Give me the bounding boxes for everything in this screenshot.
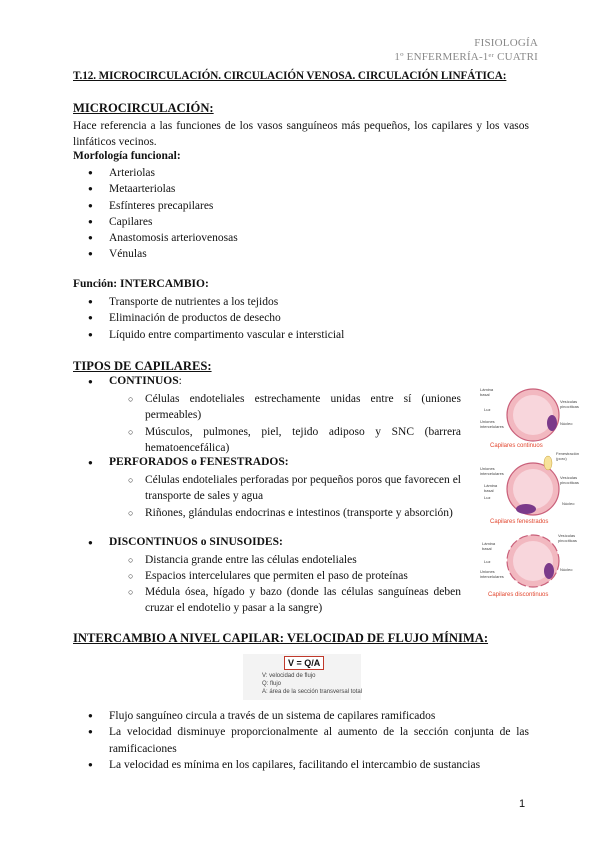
fenestrated-nucleus (516, 504, 536, 514)
fig3-label-right-0: Vesículas (558, 533, 576, 538)
list-item: ● Líquido entre compartimento vascular e intersticial (73, 327, 344, 343)
list-item: ● Vénulas (73, 246, 238, 262)
fig2-label-right-0: Fenestración (556, 451, 580, 456)
fig2-label-left-2: Lámina (484, 483, 498, 488)
capilar-continuos (88, 375, 182, 387)
intercambio-heading: INTERCAMBIO A NIVEL CAPILAR: VELOCIDAD DE FLUJO MÍNIMA: (73, 631, 489, 645)
fig2-label-left-3: basal (484, 488, 494, 493)
discontinuos-sub-3: ○ Médula ósea, hígado y bazo (donde las células sanguíneas deben cruzar el endotelio y pasar a la sangre) (128, 586, 461, 614)
fenestrated-lumen (513, 469, 553, 509)
bullet: ● (88, 377, 93, 386)
document-title: T.12. MICROCIRCULACIÓN. CIRCULACIÓN VENOSA. CIRCULACIÓN LINFÁTICA: (73, 70, 507, 82)
sub-text: Riñones, glándulas endocrinas e intestinos (transporte y absorción) (145, 507, 453, 519)
list-item: ● Transporte de nutrientes a los tejidos (73, 294, 344, 310)
discontinuos-label: DISCONTINUOS o SINUSOIDES: (109, 536, 283, 548)
discontinuos-sub-1: ○ Distancia grande entre las células endoteliales (128, 552, 461, 568)
capillary-illustrations (476, 385, 580, 605)
continuos-sub-2: ○ Músculos, pulmones, piel, tejido adiposo y SNC (barrera hematoencefálica) (128, 426, 461, 454)
list-item: ● Anastomosis arteriovenosas (73, 230, 238, 246)
fenestration-pore (544, 456, 552, 470)
list-item: ● Esfínteres precapilares (73, 198, 238, 214)
fig1-label-left-4: intercelulares (480, 424, 504, 429)
fig3-label-left-3: Uniones (480, 569, 495, 574)
fig1-label-left-2: Luz (484, 407, 491, 412)
fig2-label-right-4: Núcleo (562, 501, 575, 506)
fig2-label-left-0: Uniones (480, 466, 495, 471)
micro-heading: MICROCIRCULACIÓN: (73, 101, 214, 115)
fig2-label-right-2: Vesículas (560, 475, 578, 480)
fenestrated-capillary-figure (480, 451, 579, 525)
fig1-label-left-0: Lámina (480, 387, 494, 392)
fig1-caption: Capilares continuos (490, 443, 543, 449)
formula-legend-v: V: velocidad de flujo (262, 673, 316, 679)
continuous-capillary-figure (480, 387, 579, 449)
bullet: ● (88, 458, 93, 467)
capillary-illustrations-svg (476, 385, 580, 605)
fig3-label-left-4: intercelulares (480, 574, 504, 579)
fig1-label-left-3: Uniones (480, 419, 495, 424)
capilar-discontinuos (88, 536, 283, 548)
discontinuous-nucleus (544, 563, 554, 579)
fig3-label-left-1: basal (482, 546, 492, 551)
micro-paragraph: Hace referencia a las funciones de los vasos sanguíneos más pequeños, los capilares y los vasos linfáticos vecinos. (73, 120, 529, 148)
perforados-label: PERFORADOS o FENESTRADOS: (109, 456, 289, 468)
discontinuous-capillary-figure (480, 533, 577, 598)
fig1-label-right-1: pinocíticas (560, 404, 579, 409)
fig3-label-left-2: Luz (484, 559, 491, 564)
list-item: ● Eliminación de productos de desecho (73, 310, 344, 326)
sub-text: Músculos, pulmones, piel, tejido adiposo y SNC (barrera hematoencefálica) (145, 426, 461, 454)
fig3-label-left-0: Lámina (482, 541, 496, 546)
funcion-label: Función: INTERCAMBIO: (73, 278, 209, 290)
bullet: ● (88, 538, 93, 547)
formula-legend-q: Q: flujo (262, 681, 282, 687)
list-item: ● Flujo sanguíneo circula a través de un sistema de capilares ramificados (73, 708, 529, 724)
fig2-label-right-3: pinocíticas (560, 480, 579, 485)
perforados-sub-1: ○ Células endoteliales perforadas por pequeños poros que favorecen el transporte de sales y agua (128, 474, 461, 502)
discontinuos-sub-2: ○ Espacios intercelulares que permiten el paso de proteínas (128, 568, 461, 584)
sub-text: Espacios intercelulares que permiten el paso de proteínas (145, 570, 408, 582)
fig2-label-left-4: Luz (484, 495, 491, 500)
sub-text: Células endoteliales estrechamente unidas entre sí (uniones permeables) (145, 393, 461, 421)
list-item: ● La velocidad es mínima en los capilares, facilitando el intercambio de sustancias (73, 757, 529, 773)
list-item: ● La velocidad disminuye proporcionalmente al aumento de la sección conjunta de las ramificaciones (73, 724, 529, 757)
sub-text: Médula ósea, hígado y bazo (donde las células sanguíneas deben cruzar el endotelio y pasar a la sangre) (145, 586, 461, 614)
fig2-caption: Capilares fenestrados (490, 519, 549, 525)
intercambio-list (73, 708, 529, 773)
fig1-label-left-1: basal (480, 392, 490, 397)
list-item: ● Capilares (73, 214, 238, 230)
formula-legend-a: A: área de la sección transversal total (262, 689, 363, 695)
continuos-colon: : (178, 375, 182, 387)
tipos-heading: TIPOS DE CAPILARES: (73, 359, 212, 373)
fig3-label-right-1: pinocíticas (558, 538, 577, 543)
fig3-caption: Capilares discontinuos (488, 592, 549, 598)
fig3-label-right-2: Núcleo (560, 567, 573, 572)
morfologia-list (73, 165, 238, 263)
formula-box: V = Q/A (284, 656, 324, 670)
continuos-label: CONTINUOS (109, 375, 179, 387)
morfologia-label: Morfología funcional: (73, 150, 181, 162)
sub-text: Células endoteliales perforadas por pequeños poros que favorecen el transporte de sales y agua (145, 474, 461, 502)
fig1-label-right-0: Vesículas (560, 399, 578, 404)
perforados-sub-2: ○ Riñones, glándulas endocrinas e intestinos (transporte y absorción) (128, 505, 461, 521)
funcion-list (73, 294, 344, 343)
continuous-lumen (513, 395, 553, 435)
list-item: ● Metaarteriolas (73, 181, 238, 197)
fig2-label-left-1: intercelulares (480, 471, 504, 476)
capilar-perforados (88, 456, 289, 468)
continuous-nucleus (547, 415, 557, 431)
fig2-label-right-1: (poro) (556, 456, 567, 461)
sub-text: Distancia grande entre las células endoteliales (145, 554, 357, 566)
formula-image (243, 654, 361, 700)
continuos-sub-1: ○ Células endoteliales estrechamente unidas entre sí (uniones permeables) (128, 393, 461, 421)
page-number: 1 (519, 798, 526, 810)
header-subject: FISIOLOGÍA (474, 37, 538, 49)
header-course: 1º ENFERMERÍA-1ᵉʳ CUATRI (394, 51, 538, 63)
fig1-label-right-2: Núcleo (560, 421, 573, 426)
list-item: ● Arteriolas (73, 165, 238, 181)
